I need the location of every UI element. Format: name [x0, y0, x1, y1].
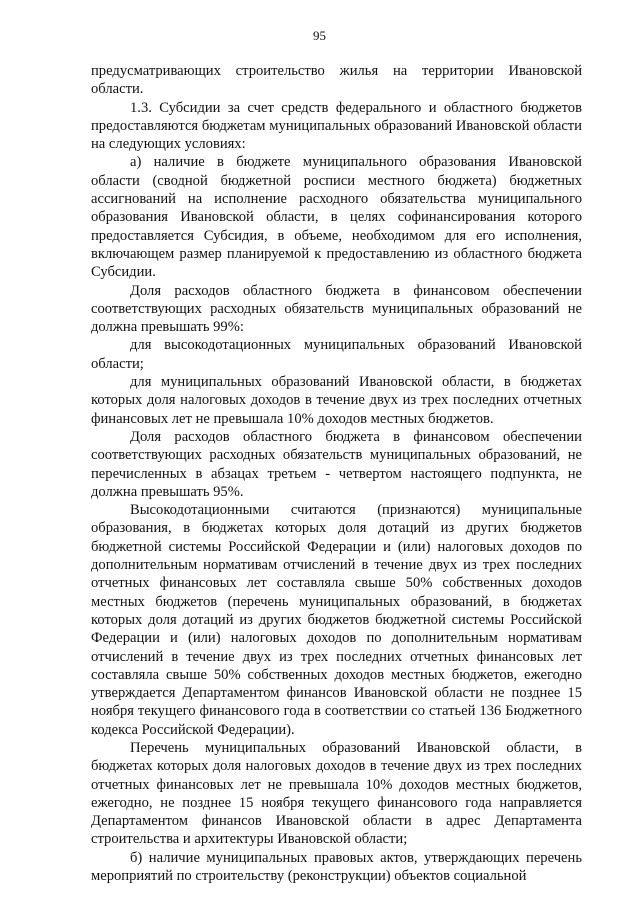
paragraph: для высокодотационных муниципальных образований Ивановской области; — [91, 337, 582, 372]
paragraph: Высокодотационными считаются (признаются) муниципальные образования, в бюджетах которых доля дотаций из других бюджетов бюджетной системы Российской Федерации и (или) налоговых доходов по дополнительным нормативам отчислений в течение двух из трех последних отчетных финансовых лет составляла свыше 50% собственных доходов местных бюджетов (перечень муниципальных образований, в бюджетах которых доля дотаций из других бюджетов бюджетной системы Российской Федерации и (или) налоговых доходов по дополнительным нормативам отчислений в течение двух из трех последних отчетных финансовых лет составляла свыше 50% собственных доходов местных бюджетов, ежегодно утверждается Департаментом финансов Ивановской области не позднее 15 ноября текущего финансового года в соответствии со статьей 136 Бюджетного кодекса Российской Федерации). — [91, 502, 582, 738]
paragraph: б) наличие муниципальных правовых актов, утверждающих перечень мероприятий по строительству (реконструкции) объектов социальной — [91, 849, 582, 885]
paragraph: предусматривающих строительство жилья на территории Ивановской области. — [91, 63, 582, 98]
document-body — [91, 62, 582, 885]
paragraph: Доля расходов областного бюджета в финансовом обеспечении соответствующих расходных обязательств муниципальных образований, не перечисленных в абзацах третьем - четвертом настоящего подпункта, не должна превышать 95%. — [91, 428, 582, 500]
paragraph: Перечень муниципальных образований Ивановской области, в бюджетах которых доля налоговых доходов в течение двух из трех последних отчетных финансовых лет не превышала 10% доходов местных бюджетов, ежегодно, не позднее 15 ноября текущего финансового года направляется Департаментом финансов Ивановской области в адрес Департамента строительства и архитектуры Ивановской области; — [91, 739, 582, 848]
page-number: 95 — [313, 28, 326, 43]
paragraph: для муниципальных образований Ивановской области, в бюджетах которых доля налоговых доходов в течение двух из трех последних отчетных финансовых лет не превышала 10% доходов местных бюджетов. — [91, 374, 582, 427]
paragraph: 1.3. Субсидии за счет средств федерального и областного бюджетов предоставляются бюджетам муниципальных образований Ивановской области на следующих условиях: — [91, 99, 582, 153]
paragraph: Доля расходов областного бюджета в финансовом обеспечении соответствующих расходных обязательств муниципальных образований не должна превышать 99%: — [91, 282, 582, 336]
paragraph: а) наличие в бюджете муниципального образования Ивановской области (сводной бюджетной росписи местного бюджета) бюджетных ассигнований на исполнение расходного обязательства муниципального образования Ивановской области, в целях софинансирования которого предоставляется Субсидия, в объеме, необходимом для его исполнения, включающем размер планируемой к предоставлению из областного бюджета Субсидии. — [91, 154, 582, 281]
